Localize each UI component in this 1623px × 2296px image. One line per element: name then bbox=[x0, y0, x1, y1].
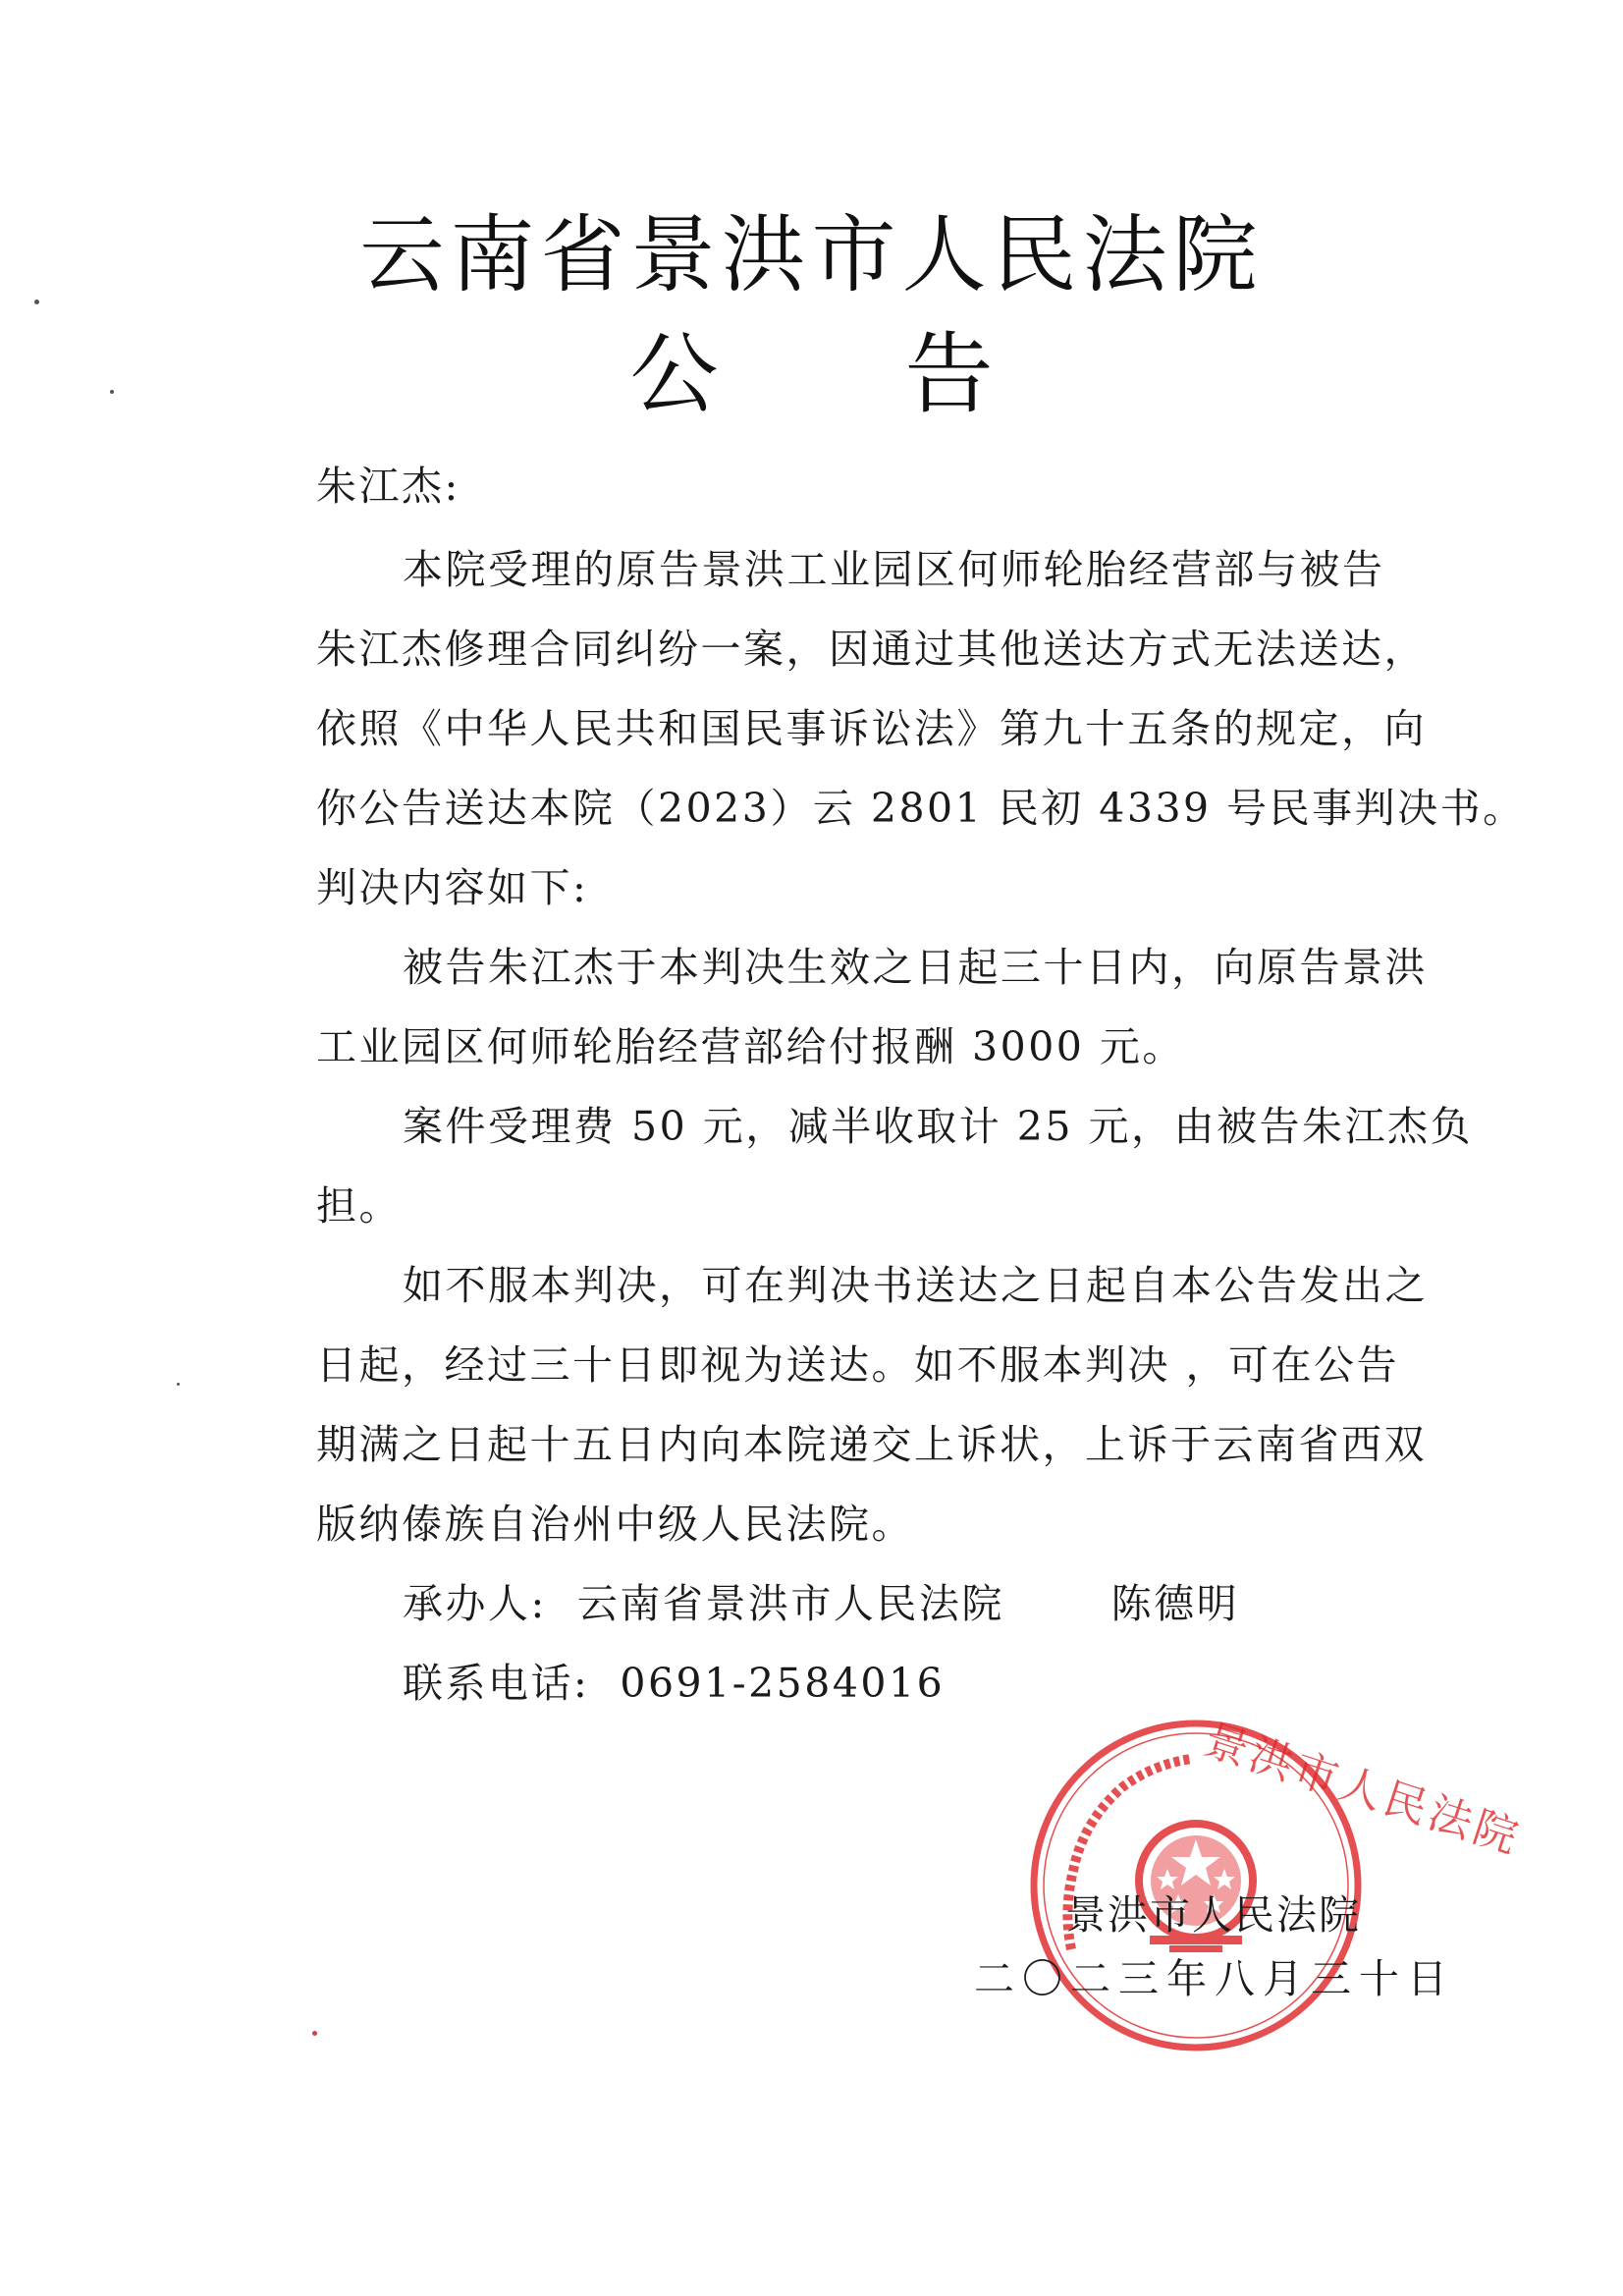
phone-line: 联系电话: 0691-2584016 bbox=[403, 1660, 946, 1707]
paragraph-line: 版纳傣族自治州中级人民法院。 bbox=[316, 1501, 914, 1548]
paragraph-line: 被告朱江杰于本判决生效之日起三十日内，向原告景洪 bbox=[403, 944, 1428, 991]
paragraph-line: 工业园区何师轮胎经营部给付报酬 3000 元。 bbox=[316, 1023, 1185, 1070]
scan-speck bbox=[34, 300, 39, 304]
paragraph-line: 日起，经过三十日即视为送达。如不服本判决 ，可在公告 bbox=[316, 1341, 1400, 1389]
paragraph-line: 案件受理费 50 元，减半收取计 25 元，由被告朱江杰负 bbox=[403, 1103, 1473, 1150]
paragraph-line: 期满之日起十五日内向本院递交上诉状，上诉于云南省西双 bbox=[316, 1421, 1427, 1468]
paragraph-line: 如不服本判决，可在判决书送达之日起自本公告发出之 bbox=[403, 1262, 1428, 1309]
scan-speck bbox=[312, 2031, 317, 2036]
addressee: 朱江杰: bbox=[316, 463, 460, 510]
paragraph-line: 担。 bbox=[316, 1182, 402, 1230]
paragraph-line: 依照《中华人民共和国民事诉讼法》第九十五条的规定，向 bbox=[316, 705, 1427, 752]
notice-title: 公告 bbox=[629, 323, 1180, 426]
scan-speck bbox=[177, 1383, 180, 1386]
court-title: 云南省景洪市人民法院 bbox=[359, 206, 1264, 304]
paragraph-line: 朱江杰修理合同纠纷一案，因通过其他送达方式无法送达， bbox=[316, 626, 1427, 673]
paragraph-line: 你公告送达本院（2023）云 2801 民初 4339 号民事判决书。 bbox=[316, 785, 1526, 832]
signature-court: 景洪市人民法院 bbox=[1065, 1891, 1361, 1939]
seal-text: 景洪市人民法院 bbox=[1198, 1715, 1528, 1865]
signature-date: 二〇二三年八月三十日 bbox=[974, 1955, 1455, 2002]
paragraph-line: 本院受理的原告景洪工业园区何师轮胎经营部与被告 bbox=[403, 546, 1385, 593]
scan-speck bbox=[110, 390, 114, 394]
paragraph-line: 判决内容如下: bbox=[316, 864, 589, 911]
handler-line: 承办人: 云南省景洪市人民法院 陈德明 bbox=[403, 1580, 1240, 1627]
